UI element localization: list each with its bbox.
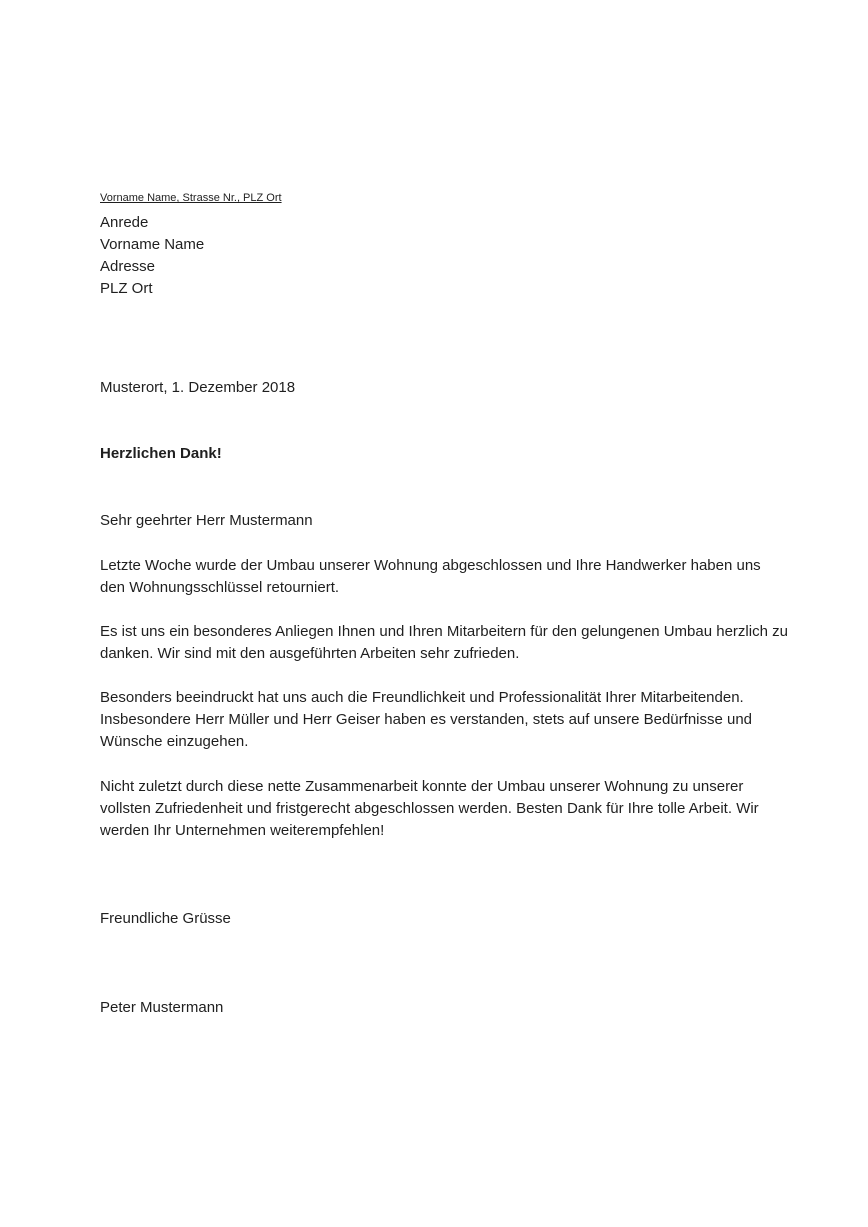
subject-line: Herzlichen Dank! — [100, 445, 222, 462]
date-line: Musterort, 1. Dezember 2018 — [100, 379, 296, 396]
signature-name: Peter Mustermann — [100, 999, 224, 1016]
body-paragraph: Letzte Woche wurde der Umbau unserer Wohnung abgeschlossen und Ihre Handwerker haben uns den Wohnungsschlüssel retourniert. — [100, 557, 761, 596]
body-paragraph: Es ist uns ein besonderes Anliegen Ihnen und Ihren Mitarbeitern für den gelungenen Umbau herzlich zu danken. Wir sind mit den ausgeführten Arbeiten sehr zufrieden. — [100, 623, 788, 662]
recipient-name-line: Vorname Name — [100, 236, 205, 253]
recipient-salutation-line: Anrede — [100, 214, 149, 231]
salutation: Sehr geehrter Herr Mustermann — [100, 512, 313, 529]
body-paragraph: Nicht zuletzt durch diese nette Zusammenarbeit konnte der Umbau unserer Wohnung zu unserer vollsten Zufriedenheit und fristgerecht abgeschlossen werden. Besten Dank für Ihre tolle Arbeit. Wir werden Ihr Unternehmen weiterempfehlen! — [100, 778, 759, 839]
recipient-address-block — [100, 212, 788, 300]
sender-address-line: Vorname Name, Strasse Nr., PLZ Ort — [100, 192, 282, 204]
recipient-street-line: Adresse — [100, 258, 156, 275]
body-paragraph: Besonders beeindruckt hat uns auch die Freundlichkeit und Professionalität Ihrer Mitarbeitenden. Insbesondere Herr Müller und Herr Geiser haben es verstanden, stets auf unsere Bedürfnisse und Wünsche einzugehen. — [100, 689, 753, 750]
closing-line: Freundliche Grüsse — [100, 910, 231, 927]
recipient-city-line: PLZ Ort — [100, 280, 153, 297]
